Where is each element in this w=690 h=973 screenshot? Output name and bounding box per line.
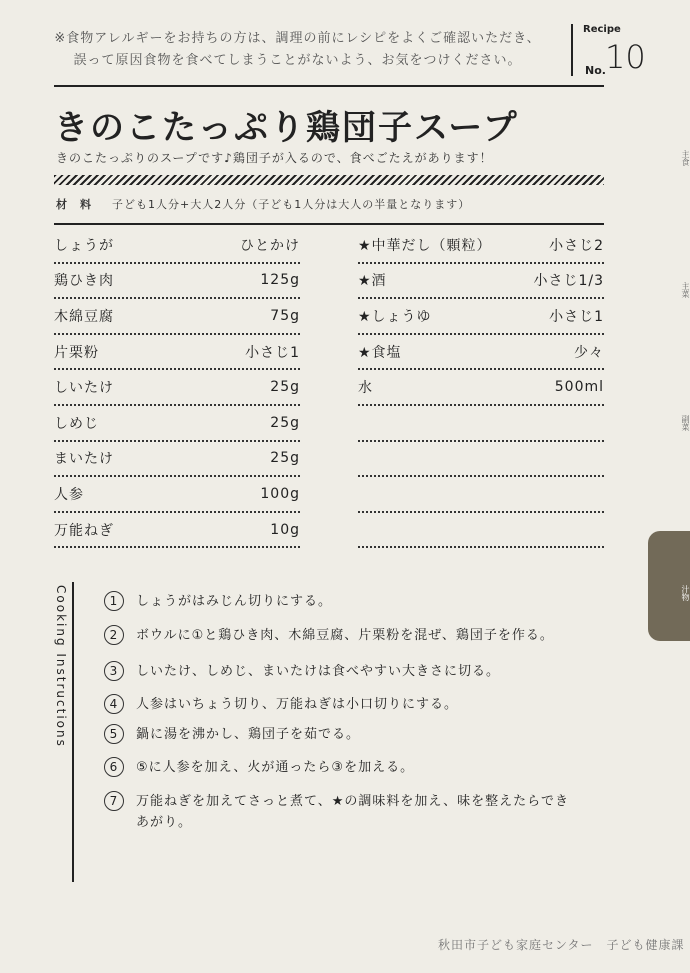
- step-number: 5: [104, 724, 124, 744]
- ingredient-amount: 小さじ1: [549, 308, 604, 325]
- step-number: 4: [104, 694, 124, 714]
- servings-line: [56, 196, 470, 212]
- step-6: [104, 757, 576, 778]
- ingredient-name: 木綿豆腐: [54, 308, 114, 325]
- ingredient-amount: 125g: [260, 272, 300, 289]
- instructions-rule: [72, 582, 74, 882]
- ingredient-name: ★酒: [358, 273, 387, 290]
- step-text: 鍋に湯を沸かし、鶏団子を茹でる。: [136, 727, 361, 742]
- ingredient-amount: 小さじ1: [245, 344, 300, 361]
- ingredient-name: しいたけ: [54, 380, 114, 397]
- ingredients-rule: [54, 223, 604, 225]
- step-text: しいたけ、しめじ、まいたけは食べやすい大きさに切る。: [136, 664, 501, 679]
- ingredient-row-empty: [358, 442, 604, 478]
- step-text: しょうがはみじん切りにする。: [136, 594, 333, 609]
- ingredients-right: [358, 228, 604, 548]
- ingredients-left: [54, 228, 300, 548]
- ingredient-amount: 500ml: [554, 379, 604, 396]
- step-text: ボウルに①と鶏ひき肉、木綿豆腐、片栗粉を混ぜ、鶏団子を作る。: [136, 628, 554, 643]
- step-number: 2: [104, 625, 124, 645]
- ingredient-row: [358, 264, 604, 300]
- ingredient-row-empty: [358, 477, 604, 513]
- tab-main-course[interactable]: 主菜: [681, 282, 690, 298]
- ingredient-name: 人参: [54, 486, 84, 503]
- tab-side-dish[interactable]: 副菜: [681, 415, 690, 431]
- step-3: [104, 661, 576, 682]
- ingredient-row: [54, 228, 300, 264]
- ingredient-name: 片栗粉: [54, 344, 99, 361]
- recipe-word: Recipe: [583, 24, 621, 35]
- footer-credit: 秋田市子ども家庭センター 子ども健康課: [438, 938, 685, 952]
- ingredient-row: [54, 335, 300, 371]
- ingredient-row: [358, 370, 604, 406]
- ingredient-name: 水: [358, 380, 373, 397]
- allergy-notice: [30, 28, 565, 72]
- recipe-no-label: No.: [585, 64, 606, 77]
- ingredient-row: [54, 477, 300, 513]
- notice-line-1: ※食物アレルギーをお持ちの方は、調理の前にレシピをよくご確認いただき、: [54, 31, 541, 46]
- step-4: [104, 694, 576, 715]
- ingredient-name: ★中華だし（顆粒）: [358, 237, 492, 254]
- ingredient-name: 万能ねぎ: [54, 522, 114, 539]
- category-side-tabs: [648, 0, 690, 973]
- step-5: [104, 724, 576, 745]
- tab-main-dish[interactable]: 主食: [681, 150, 690, 166]
- ingredient-name: ★食塩: [358, 344, 402, 361]
- servings-text: 子ども1人分+大人2人分（子ども1人分は大人の半量となります）: [112, 198, 471, 211]
- ingredient-row: [54, 264, 300, 300]
- recipe-title: きのこたっぷり鶏団子スープ: [54, 108, 519, 148]
- step-7: [104, 791, 576, 833]
- ingredient-amount: 小さじ1/3: [533, 273, 604, 290]
- ingredient-name: 鶏ひき肉: [54, 273, 114, 290]
- ingredient-name: しめじ: [54, 415, 99, 432]
- ingredient-row: [358, 299, 604, 335]
- step-number: 3: [104, 661, 124, 681]
- ingredient-amount: 25g: [270, 414, 300, 431]
- step-1: [104, 591, 576, 612]
- ingredient-row: [358, 228, 604, 264]
- recipe-no: 10: [605, 38, 646, 76]
- header-rule: [54, 85, 604, 87]
- tab-soup[interactable]: 汁物: [648, 531, 690, 641]
- ingredient-row-empty: [358, 513, 604, 549]
- step-number: 6: [104, 757, 124, 777]
- ingredient-amount: 小さじ2: [549, 237, 604, 254]
- ingredient-name: まいたけ: [54, 451, 114, 468]
- step-2: [104, 625, 576, 646]
- step-number: 1: [104, 591, 124, 611]
- ingredient-amount: 10g: [270, 521, 300, 538]
- ingredient-row: [54, 370, 300, 406]
- recipe-number-box: [571, 24, 646, 77]
- instructions-label: Cooking Instructions: [54, 585, 68, 748]
- ingredient-name: しょうが: [54, 237, 114, 254]
- ingredient-row: [54, 299, 300, 335]
- ingredient-amount: ひとかけ: [240, 237, 300, 254]
- ingredient-amount: 75g: [270, 307, 300, 324]
- ingredient-row: [358, 335, 604, 371]
- notice-line-2: 誤って原因食物を食べてしまうことがないよう、お気をつけください。: [73, 53, 522, 68]
- recipe-subtitle: きのこたっぷりのスープです♪鶏団子が入るので、食べごたえがあります！: [56, 151, 493, 165]
- ingredient-amount: 25g: [270, 379, 300, 396]
- step-text: ⑤に人参を加え、火が通ったら③を加える。: [136, 760, 415, 775]
- ingredient-amount: 100g: [260, 485, 300, 502]
- servings-label: 材 料: [56, 198, 92, 211]
- step-number: 7: [104, 791, 124, 811]
- ingredient-row: [54, 442, 300, 478]
- step-text: 人参はいちょう切り、万能ねぎは小口切りにする。: [136, 697, 459, 712]
- ingredient-amount: 少々: [574, 344, 604, 361]
- ingredient-row: [54, 406, 300, 442]
- hatch-divider: [54, 175, 604, 185]
- ingredient-row-empty: [358, 406, 604, 442]
- ingredient-amount: 25g: [270, 450, 300, 467]
- ingredient-name: ★しょうゆ: [358, 308, 432, 325]
- ingredient-row: [54, 513, 300, 549]
- step-text: 万能ねぎを加えてさっと煮て、★の調味料を加え、味を整えたらできあがり。: [136, 794, 570, 830]
